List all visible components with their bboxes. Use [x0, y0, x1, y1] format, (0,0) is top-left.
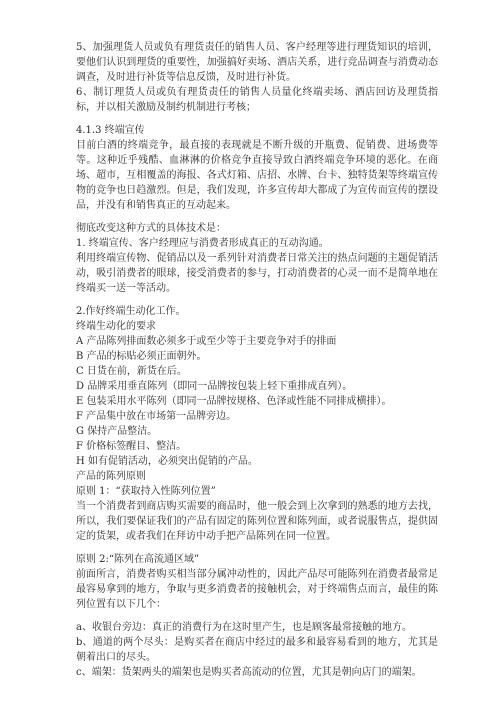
section-principle-2	[76, 552, 438, 612]
list-item: D 品牌采用垂直陈列（即同一品牌按包装上轻下重排成直列）。	[76, 381, 353, 392]
list-item: B 产品的标贴必须正面朝外。	[76, 351, 207, 362]
list-item: 2.作好终端生动化工作。	[76, 306, 186, 317]
paragraph: 原则 2:“陈列在高流通区域”	[76, 554, 200, 565]
list-item: G 保持产品整洁。	[76, 426, 158, 437]
list-item: C 日货在前，新货在后。	[76, 366, 187, 377]
list-item: a、收银台旁边：真正的消费行为在这时里产生，也是顾客最常接触的地方。	[76, 622, 412, 633]
paragraph: 原则 1：“获取持入性陈列位置”	[76, 486, 216, 497]
list-item: H 如有促销活动，必须突出促销的产品。	[76, 456, 258, 467]
paragraph: 终端生动化的要求	[76, 321, 156, 332]
paragraph-item-5: 5、加强理货人员或负有理货责任的销售人员、客户经理等进行理货知识的培训，要他们认识到理货的重要性，加强搞好卖场、酒店关系，进行竞品调查与消费动态调查，及时进行补货等信息反馈，及时进行补货。	[76, 42, 438, 83]
section-vivid-display	[76, 304, 438, 544]
paragraph: 产品的陈列原则	[76, 471, 146, 482]
paragraph: 彻底改变这种方式的具体技术是：	[76, 223, 226, 234]
paragraph: 前面所言，消费者购买相当部分属冲动性的，因此产品尽可能陈列在消费者最常足最容易拿到的地方，争取与更多消费者的接触机会，对于终端售点而言，最佳的陈列位置有以下几个：	[76, 569, 438, 610]
list-item: b、通道的两个尽头：是购买者在商店中经过的最多和最容易看到的地方，尤其是朝着出口的尽头。	[76, 637, 438, 663]
paragraph: 当一个消费者到商店购买需要的商品时，他一般会到上次拿到的熟悉的地方去找，所以，我们要保证我们的产品有固定的陈列位置和陈列面，或者说服售点，提供固定的货架，或者我们在拜访中动手把产品陈列在同一位置。	[76, 501, 438, 542]
section-training	[76, 40, 438, 115]
section-best-positions	[76, 620, 438, 680]
list-item: E 包装采用水平陈列（即同一品牌按规格、色泽或性能不同排成横排）。	[76, 396, 392, 407]
section-terminal-promotion	[76, 123, 438, 213]
list-item: c、端架：货架两头的端架也是购买者高流动的位置，尤其是朝向店门的端架。	[76, 667, 422, 678]
paragraph: 目前白酒的终端竞争，最直接的表现就是不断升级的开瓶费、促销费、进场费等等。这种近乎残酷、血淋淋的价格竞争直接导致白酒终端竞争环境的恶化。在商场、超市，互相覆盖的海报、各式灯箱、店招、水牌、台卡、独特货架等终端宣传物的竞争也日趋激烈。但是，我们发现，许多宣传却大都成了为宣传而宣传的摆设品，并没有和销售真正的互动起来。	[76, 140, 438, 211]
list-item: 1. 终端宣传、客户经理应与消费者形成真正的互动沟通。	[76, 238, 329, 249]
paragraph: 利用终端宣传物、促销品以及一系列针对消费者日常关注的热点问题的主题促销活动，吸引消费者的眼球，接受消费者的参与，打动消费者的心灵一而不是简单地在终端买一送一等活动。	[76, 253, 438, 294]
list-item: A 产品陈列排面数必须多于或至少等于主要竞争对手的排面	[76, 336, 337, 347]
section-interaction	[76, 221, 438, 296]
list-item: F 价格标签醒目、整洁。	[76, 441, 187, 452]
section-heading: 4.1.3 终端宣传	[76, 125, 145, 136]
paragraph-item-6: 6、制订理货人员或负有理货责任的销售人员量化终端卖场、酒店回访及理货指标，并以相关激励及制约机制进行考核；	[76, 87, 438, 113]
list-item: F 产品集中放在市场第一品牌旁边。	[76, 411, 237, 422]
document-body	[76, 40, 438, 680]
